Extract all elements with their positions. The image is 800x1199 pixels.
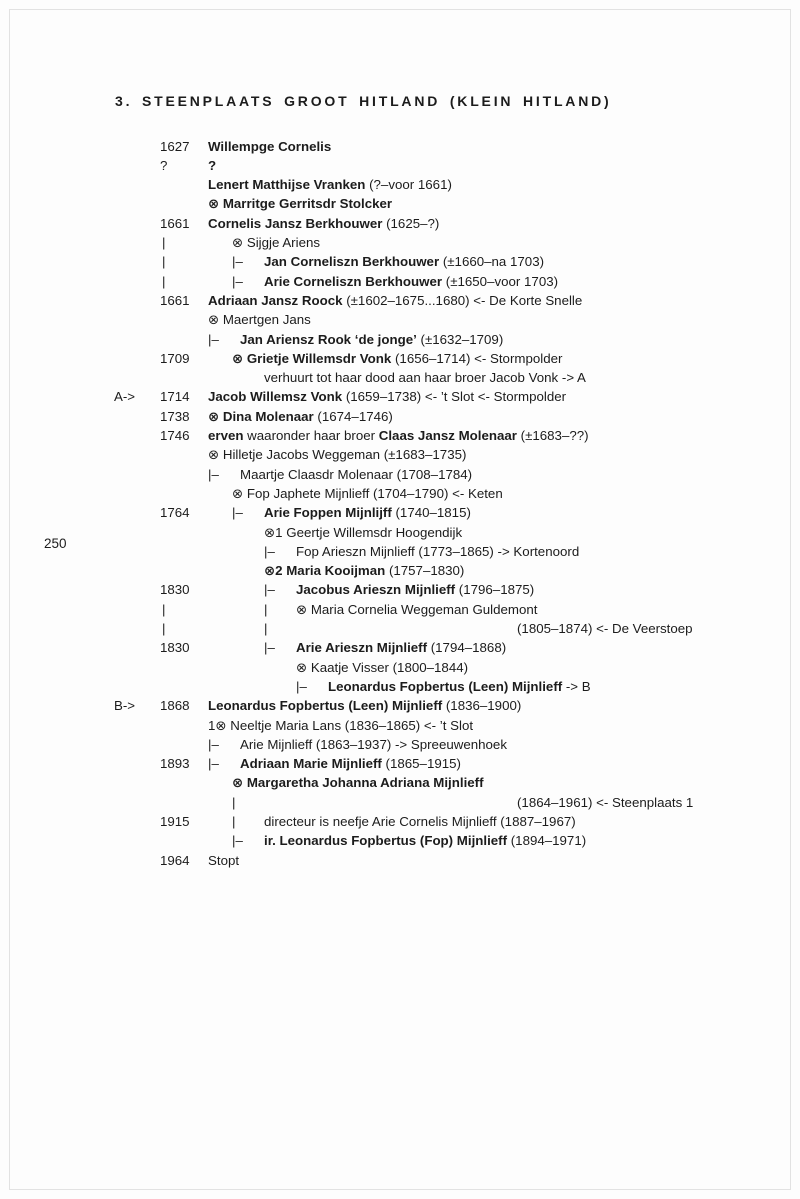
tree-text: | [232, 814, 236, 829]
tree-row [0, 310, 800, 329]
tree-row [0, 580, 800, 599]
tree-text: erven waaronder haar broer Claas Jansz Molenaar (±1683–??) [208, 428, 589, 443]
tree-text: Jan Corneliszn Berkhouwer (±1660–na 1703) [264, 254, 545, 270]
year-label: 1746 [160, 428, 190, 443]
ref-marker: B-> [114, 698, 136, 714]
tree-text: (1864–1961) <- Steenplaats 1 [517, 794, 694, 810]
tree-row [0, 561, 800, 580]
tree-row [0, 503, 800, 522]
tree-row [0, 735, 800, 754]
tree-text: ⊗1 Geertje Willemsdr Hoogendijk [264, 524, 463, 540]
tree-text: |– [208, 466, 219, 482]
tree-row [0, 349, 800, 368]
tree-text: |– [264, 543, 275, 559]
year-label: 1714 [160, 389, 190, 405]
tree-row [0, 658, 800, 677]
tree-text: Arie Corneliszn Berkhouwer (±1650–voor 1703) [264, 273, 559, 289]
tree-row [0, 233, 800, 252]
tree-row [0, 619, 800, 638]
tree-text: ⊗ Fop Japhete Mijnlieff (1704–1790) <- Keten [232, 485, 503, 501]
tree-text: Fop Arieszn Mijnlieff (1773–1865) -> Kortenoord [296, 543, 580, 559]
tree-text: |– [264, 640, 275, 656]
tree-text: Leonardus Fopbertus (Leen) Mijnlieff (1836–1900) [208, 698, 522, 714]
tree-text: Leonardus Fopbertus (Leen) Mijnlieff -> B [328, 678, 591, 694]
tree-row [0, 773, 800, 792]
tree-text: |– [208, 331, 219, 347]
ref-marker: A-> [114, 389, 136, 405]
tree-row [0, 600, 800, 619]
tree-text: |– [232, 273, 243, 289]
tree-text: Adriaan Marie Mijnlieff (1865–1915) [240, 756, 461, 772]
tree-text: Willempge Cornelis [208, 138, 332, 154]
year-label: 1915 [160, 814, 190, 829]
tree-row [0, 677, 800, 696]
tree-text: |– [208, 736, 219, 752]
tree-text: | [264, 601, 268, 617]
tree-text: |– [296, 678, 307, 694]
tree-text: ⊗2 Maria Kooijman (1757–1830) [264, 563, 465, 579]
tree-text: ⊗ Maertgen Jans [208, 312, 311, 328]
tree-text: | [232, 794, 236, 810]
tree-text: Cornelis Jansz Berkhouwer (1625–?) [208, 215, 440, 231]
page-number: 250 [44, 536, 67, 551]
tree-text: Arie Mijnlieff (1863–1937) -> Spreeuwenhoek [240, 736, 507, 752]
tree-text: ⊗ Marritge Gerritsdr Stolcker [208, 196, 393, 212]
tree-text: ⊗ Margaretha Johanna Adriana Mijnlieff [232, 775, 484, 791]
year-label: 1893 [160, 756, 190, 772]
tree-row [0, 368, 800, 387]
tree-row [0, 831, 800, 850]
tree-row [0, 793, 800, 812]
tree-text: Stopt [208, 852, 240, 868]
tree-text: |– [264, 582, 275, 598]
tree-row [0, 175, 800, 194]
tree-text: Lenert Matthijse Vranken (?–voor 1661) [208, 177, 452, 193]
tree-row [0, 812, 800, 831]
tree-row [0, 851, 800, 870]
tree-row [0, 330, 800, 349]
tree-text: Maartje Claasdr Molenaar (1708–1784) [240, 466, 473, 482]
tree-row [0, 291, 800, 310]
tree-row [0, 716, 800, 735]
tree-row [0, 272, 800, 291]
tree-row [0, 445, 800, 464]
tree-text: ⊗ Kaatje Visser (1800–1844) [296, 659, 469, 675]
tree-text: Arie Arieszn Mijnlieff (1794–1868) [296, 640, 507, 656]
year-label: 1964 [160, 852, 190, 868]
tree-text: 1⊗ Neeltje Maria Lans (1836–1865) <- ’t Slot [208, 717, 474, 733]
tree-row [0, 214, 800, 233]
year-label: 1830 [160, 582, 190, 598]
tree-text: |– [208, 756, 219, 772]
year-label: 1738 [160, 408, 190, 424]
year-label: 1627 [160, 138, 190, 154]
tree-text: | [162, 254, 166, 270]
tree-text: ⊗ Sijgje Ariens [232, 235, 321, 250]
tree-text: Jacobus Arieszn Mijnlieff (1796–1875) [296, 582, 535, 598]
tree-text: | [162, 273, 166, 289]
tree-row [0, 252, 800, 271]
year-label: 1661 [160, 292, 190, 308]
tree-row [0, 542, 800, 561]
tree-row [0, 156, 800, 175]
year-label: 1830 [160, 640, 190, 656]
tree-text: (1805–1874) <- De Veerstoep [517, 621, 693, 636]
tree-text: verhuurt tot haar dood aan haar broer Jacob Vonk -> A [264, 370, 586, 386]
tree-text: ⊗ Grietje Willemsdr Vonk (1656–1714) <- Stormpolder [232, 350, 563, 366]
tree-text: |– [232, 254, 243, 270]
tree-text: ir. Leonardus Fopbertus (Fop) Mijnlieff (1894–1971) [264, 833, 587, 849]
tree-text: |– [232, 505, 243, 521]
tree-row [0, 137, 800, 156]
section-title: 3. STEENPLAATS GROOT HITLAND (KLEIN HITLAND) [115, 93, 612, 109]
year-label: 1868 [160, 698, 190, 714]
tree-row [0, 696, 800, 715]
tree-text: ? [208, 157, 217, 173]
tree-row [0, 465, 800, 484]
tree-text: |– [232, 833, 243, 849]
tree-text: Arie Foppen Mijnlijff (1740–1815) [264, 505, 471, 521]
tree-row [0, 484, 800, 503]
year-label: ? [160, 157, 168, 173]
tree-text: | [162, 235, 166, 250]
tree-text: ⊗ Hilletje Jacobs Weggeman (±1683–1735) [208, 447, 467, 463]
year-label: 1764 [160, 505, 190, 521]
tree-row [0, 426, 800, 445]
tree-row [0, 638, 800, 657]
year-label: 1661 [160, 215, 190, 231]
tree-text: ⊗ Dina Molenaar (1674–1746) [208, 408, 393, 424]
tree-text: Jacob Willemsz Vonk (1659–1738) <- ’t Slot <- Stormpolder [208, 389, 567, 405]
tree-text: | [264, 621, 268, 636]
tree-text: Jan Ariensz Rook ‘de jonge’ (±1632–1709) [240, 331, 504, 347]
tree-row [0, 754, 800, 773]
tree-text: | [162, 621, 166, 636]
tree-text: Adriaan Jansz Roock (±1602–1675...1680) <- De Korte Snelle [208, 292, 583, 308]
year-label: 1709 [160, 350, 190, 366]
tree-row [0, 387, 800, 406]
tree-text: ⊗ Maria Cornelia Weggeman Guldemont [296, 601, 538, 617]
tree-text: directeur is neefje Arie Cornelis Mijnlieff (1887–1967) [264, 814, 576, 829]
tree-row [0, 194, 800, 213]
tree-row [0, 407, 800, 426]
tree-row [0, 523, 800, 542]
tree-text: | [162, 601, 166, 617]
